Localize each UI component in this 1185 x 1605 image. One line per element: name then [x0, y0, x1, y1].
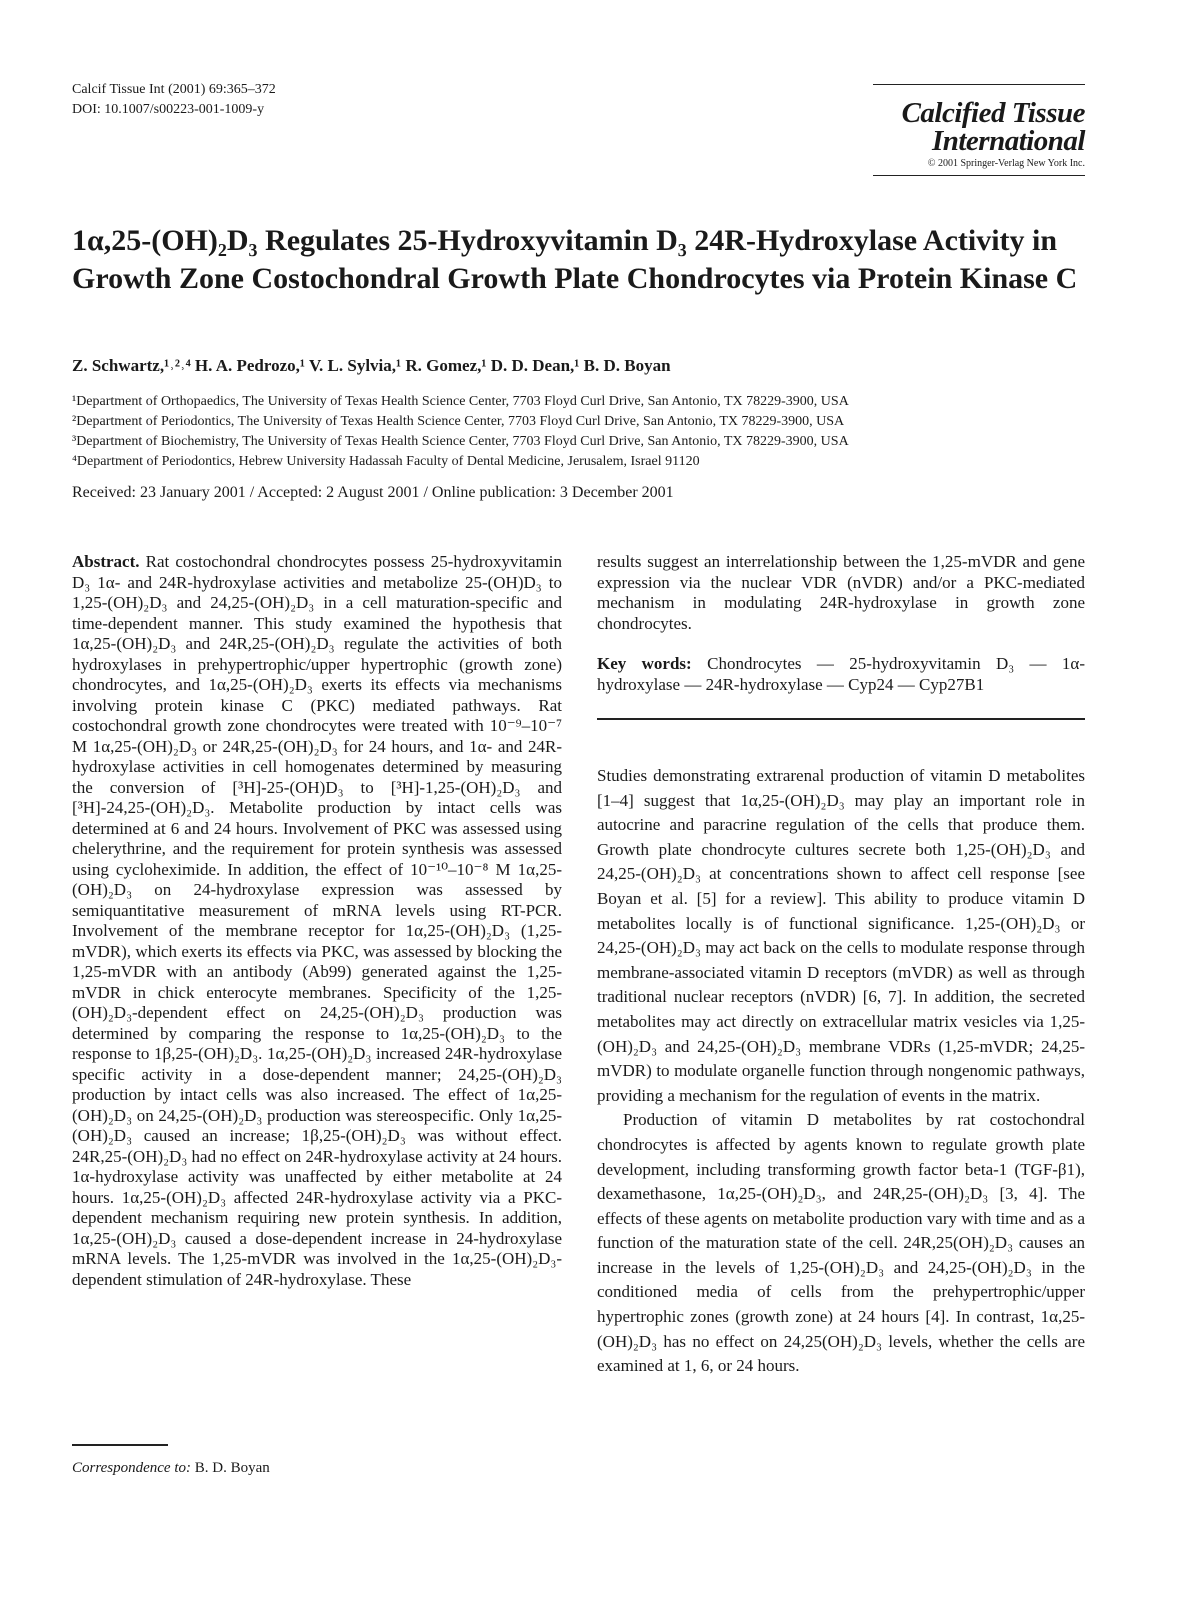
journal-logo	[873, 84, 1085, 176]
keywords-label: Key words:	[597, 654, 692, 673]
author-list: Z. Schwartz,¹˒²˒⁴ H. A. Pedrozo,¹ V. L. Sylvia,¹ R. Gomez,¹ D. D. Dean,¹ B. D. Boyan	[72, 356, 671, 375]
article-title: 1α,25-(OH)₂D₃ Regulates 25-Hydroxyvitamin D₃ 24R-Hydroxylase Activity in Growth Zone Costochondral Growth Plate Chondrocytes via Protein Kinase C	[72, 224, 1078, 295]
footnote-divider	[72, 1444, 168, 1446]
keywords	[597, 654, 1085, 695]
publication-dates: Received: 23 January 2001 / Accepted: 2 August 2001 / Online publication: 3 December 2001	[72, 484, 674, 501]
abstract-text: Rat costochondral chondrocytes possess 25-hydroxyvitamin D₃ 1α- and 24R-hydroxylase activities and metabolize 25-(OH)D₃ to 1,25-(OH)₂D₃ and 24,25-(OH)₂D₃ in a cell maturation-specific and time-dependent manner. This study examined the hypothesis that 1α,25-(OH)₂D₃ and 24R,25-(OH)₂D₃ regulate the activities of both hydroxylases in prehypertrophic/upper hypertrophic (growth zone) chondrocytes, and 1α,25-(OH)₂D₃ exerts its effects via mechanisms involving protein kinase C (PKC) mediated pathways. Rat costochondral growth zone chondrocytes were treated with 10⁻⁹–10⁻⁷ M 1α,25-(OH)₂D₃ or 24R,25-(OH)₂D₃ for 24 hours, and 1α- and 24R-hydroxylase activities in cell homogenates determined by measuring the conversion of [³H]-25-(OH)D₃ to [³H]-1,25-(OH)₂D₃ and [³H]-24,25-(OH)₂D₃. Metabolite production by intact cells was determined at 6 and 24 hours. Involvement of PKC was assessed using chelerythrine, and the requirement for protein synthesis was assessed using cycloheximide. In addition, the effect of 10⁻¹⁰–10⁻⁸ M 1α,25-(OH)₂D₃ on 24-hydroxylase expression was assessed by semiquantitative measurement of mRNA levels using RT-PCR. Involvement of the membrane receptor for 1α,25-(OH)₂D₃ (1,25-mVDR), which exerts its effects via PKC, was assessed by blocking the 1,25-mVDR with an antibody (Ab99) generated against the 1,25-mVDR in chick enterocyte membranes. Specificity of the 1,25-(OH)₂D₃-dependent effect on 24,25-(OH)₂D₃ production was determined by comparing the response to 1α,25-(OH)₂D₃ to the response to 1β,25-(OH)₂D₃. 1α,25-(OH)₂D₃ increased 24R-hydroxylase specific activity in a dose-dependent manner; 24,25-(OH)₂D₃ production by intact cells was also increased. The effect of 1α,25-(OH)₂D₃ on 24,25-(OH)₂D₃ production was stereospecific. Only 1α,25-(OH)₂D₃ caused an increase; 1β,25-(OH)₂D₃ was without effect. 24R,25-(OH)₂D₃ had no effect on 24R-hydroxylase activity at 24 hours. 1α-hydroxylase activity was unaffected by either metabolite at 24 hours. 1α,25-(OH)₂D₃ affected 24R-hydroxylase activity via a PKC-dependent mechanism requiring new protein synthesis. In addition, 1α,25-(OH)₂D₃ caused a dose-dependent increase in 24-hydroxylase mRNA levels. The 1,25-mVDR was involved in the 1α,25-(OH)₂D₃-dependent stimulation of 24R-hydroxylase. These	[72, 552, 562, 1289]
correspondence	[72, 1460, 270, 1477]
affiliation-1: ¹Department of Orthopaedics, The University of Texas Health Science Center, 7703 Floyd Curl Drive, San Antonio, TX 78229-3900, USA	[72, 394, 849, 409]
citation: Calcif Tissue Int (2001) 69:365–372	[72, 82, 276, 97]
affiliation-2: ²Department of Periodontics, The University of Texas Health Science Center, 7703 Floyd Curl Drive, San Antonio, TX 78229-3900, USA	[72, 414, 845, 429]
abstract-continuation: results suggest an interrelationship between the 1,25-mVDR and gene expression via the nuclear VDR (nVDR) and/or a PKC-mediated mechanism in modulating 24R-hydroxylase in growth zone chondrocytes.	[597, 552, 1085, 633]
intro-paragraph-2: Production of vitamin D metabolites by rat costochondral chondrocytes is affected by agents known to regulate growth plate development, including transforming growth factor beta-1 (TGF-β1), dexamethasone, 1α,25-(OH)₂D₃, and 24R,25-(OH)₂D₃ [3, 4]. The effects of these agents on metabolite production vary with time and as a function of the maturation state of the cell. 24R,25(OH)₂D₃ causes an increase in the levels of 1,25-(OH)₂D₃ and 24,25-(OH)₂D₃ in the conditioned media of cells from the prehypertrophic/upper hypertrophic zones (growth zone) at 24 hours [4]. In contrast, 1α,25-(OH)₂D₃ has no effect on 24,25(OH)₂D₃ levels, whether the cells are examined at 1, 6, or 24 hours.	[597, 1110, 1085, 1376]
journal-name-line2: International	[931, 125, 1085, 157]
journal-name-line1: Calcified Tissue	[901, 97, 1085, 129]
intro-paragraph-1: Studies demonstrating extrarenal production of vitamin D metabolites [1–4] suggest that 1α,25-(OH)₂D₃ may play an important role in autocrine and paracrine regulation of the cells that produce them. Growth plate chondrocyte cultures secrete both 1,25-(OH)₂D₃ and 24,25-(OH)₂D₃ at concentrations shown to affect cell response [see Boyan et al. [5] for a review]. This ability to produce vitamin D metabolites locally is of functional significance. 1,25-(OH)₂D₃ or 24,25-(OH)₂D₃ may act back on the cells to modulate response through membrane-associated vitamin D receptors (mVDR) as well as through traditional nuclear receptors (nVDR) [6, 7]. In addition, the secreted metabolites may act directly on extracellular matrix vesicles via 1,25-(OH)₂D₃ and 24,25-(OH)₂D₃ membrane VDRs (1,25-mVDR; 24,25-mVDR) to modulate organelle function through nongenomic pathways, providing a mechanism for the regulation of events in the matrix.	[597, 766, 1085, 1105]
copyright: © 2001 Springer-Verlag New York Inc.	[927, 158, 1085, 169]
journal-bottom-rule	[873, 175, 1085, 176]
doi: DOI: 10.1007/s00223-001-1009-y	[72, 102, 265, 117]
correspondence-name: B. D. Boyan	[194, 1460, 270, 1476]
abstract	[72, 552, 562, 1290]
affiliation-4: ⁴Department of Periodontics, Hebrew University Hadassah Faculty of Dental Medicine, Jerusalem, Israel 91120	[72, 454, 700, 469]
introduction	[597, 764, 1085, 1379]
affiliation-3: ³Department of Biochemistry, The University of Texas Health Science Center, 7703 Floyd Curl Drive, San Antonio, TX 78229-3900, USA	[72, 434, 849, 449]
keywords-text: Chondrocytes — 25-hydroxyvitamin D₃ — 1α-hydroxylase — 24R-hydroxylase — Cyp24 — Cyp27B1	[597, 654, 1086, 694]
journal-top-rule	[873, 84, 1085, 85]
abstract-label: Abstract.	[72, 552, 140, 571]
keywords-divider	[597, 718, 1085, 720]
affiliations	[72, 392, 1132, 472]
correspondence-label: Correspondence to:	[72, 1460, 192, 1476]
citation-block	[72, 80, 276, 120]
